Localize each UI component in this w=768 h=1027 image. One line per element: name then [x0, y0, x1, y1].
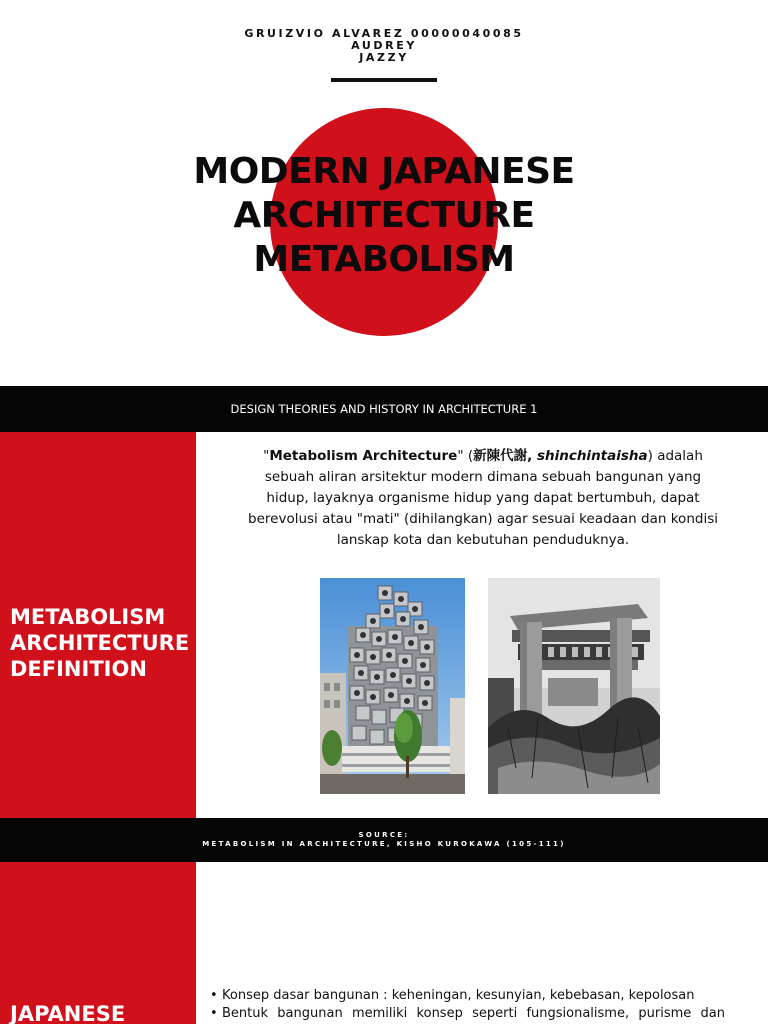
author-line: JAZZY — [359, 51, 409, 64]
list-item — [210, 1005, 725, 1023]
author-line: AUDREY — [351, 39, 417, 52]
concept-list — [210, 987, 725, 1023]
bullet-icon: • — [210, 988, 218, 1003]
section-title — [10, 604, 189, 682]
page-title — [0, 150, 768, 282]
definition-line: hidup, layaknya organisme hidup yang dapat bertumbuh, dapat — [266, 490, 700, 506]
nakagin-capsule-tower-photo — [320, 578, 465, 794]
term-japanese: 新陳代謝 — [473, 448, 528, 464]
source-citation: METABOLISM IN ARCHITECTURE, KISHO KUROKAWA (105-111) — [202, 840, 566, 848]
title-line: ARCHITECTURE — [233, 195, 535, 236]
author-line: GRUIZVIO ALVAREZ 00000040085 — [244, 27, 524, 40]
definition-line: "Metabolism Architecture" (新陳代謝, shinchintaisha) adalah — [263, 448, 703, 464]
section-sidebar — [0, 862, 196, 1024]
definition-line: lanskap kota dan kebutuhan penduduknya. — [336, 532, 630, 548]
definition-paragraph — [218, 446, 748, 551]
author-list — [0, 28, 768, 64]
definition-text: adalah — [657, 448, 703, 464]
section-title-line: METABOLISM — [10, 605, 166, 629]
source-band — [0, 818, 768, 862]
section-title-line: ARCHITECTURE — [10, 631, 190, 655]
title-line: METABOLISM — [253, 239, 515, 280]
source-label: SOURCE: — [358, 831, 410, 839]
course-band — [0, 386, 768, 432]
definition-line: berevolusi atau "mati" (dihilangkan) agar sesuai keadaan dan kondisi — [248, 511, 718, 527]
definition-line: sebuah aliran arsitektur modern dimana sebuah bangunan yang — [264, 469, 702, 485]
section-title-line: DEFINITION — [10, 657, 147, 681]
title-divider — [331, 78, 437, 82]
bullet-icon: • — [210, 1006, 218, 1021]
concrete-megastructure-photo — [488, 578, 660, 794]
list-item-text: Konsep dasar bangunan : keheningan, kesunyian, kebebasan, kepolosan — [222, 988, 695, 1003]
list-item-text: Bentuk bangunan memiliki konsep seperti fungsionalisme, purisme dan — [222, 1006, 725, 1021]
term-romaji: shinchintaisha — [536, 448, 648, 464]
course-title: DESIGN THEORIES AND HISTORY IN ARCHITECTURE 1 — [230, 402, 538, 416]
title-line: MODERN JAPANESE — [193, 151, 575, 192]
list-item — [210, 987, 725, 1005]
term-name: Metabolism Architecture — [269, 448, 458, 464]
section-title: JAPANESE — [10, 1002, 126, 1026]
